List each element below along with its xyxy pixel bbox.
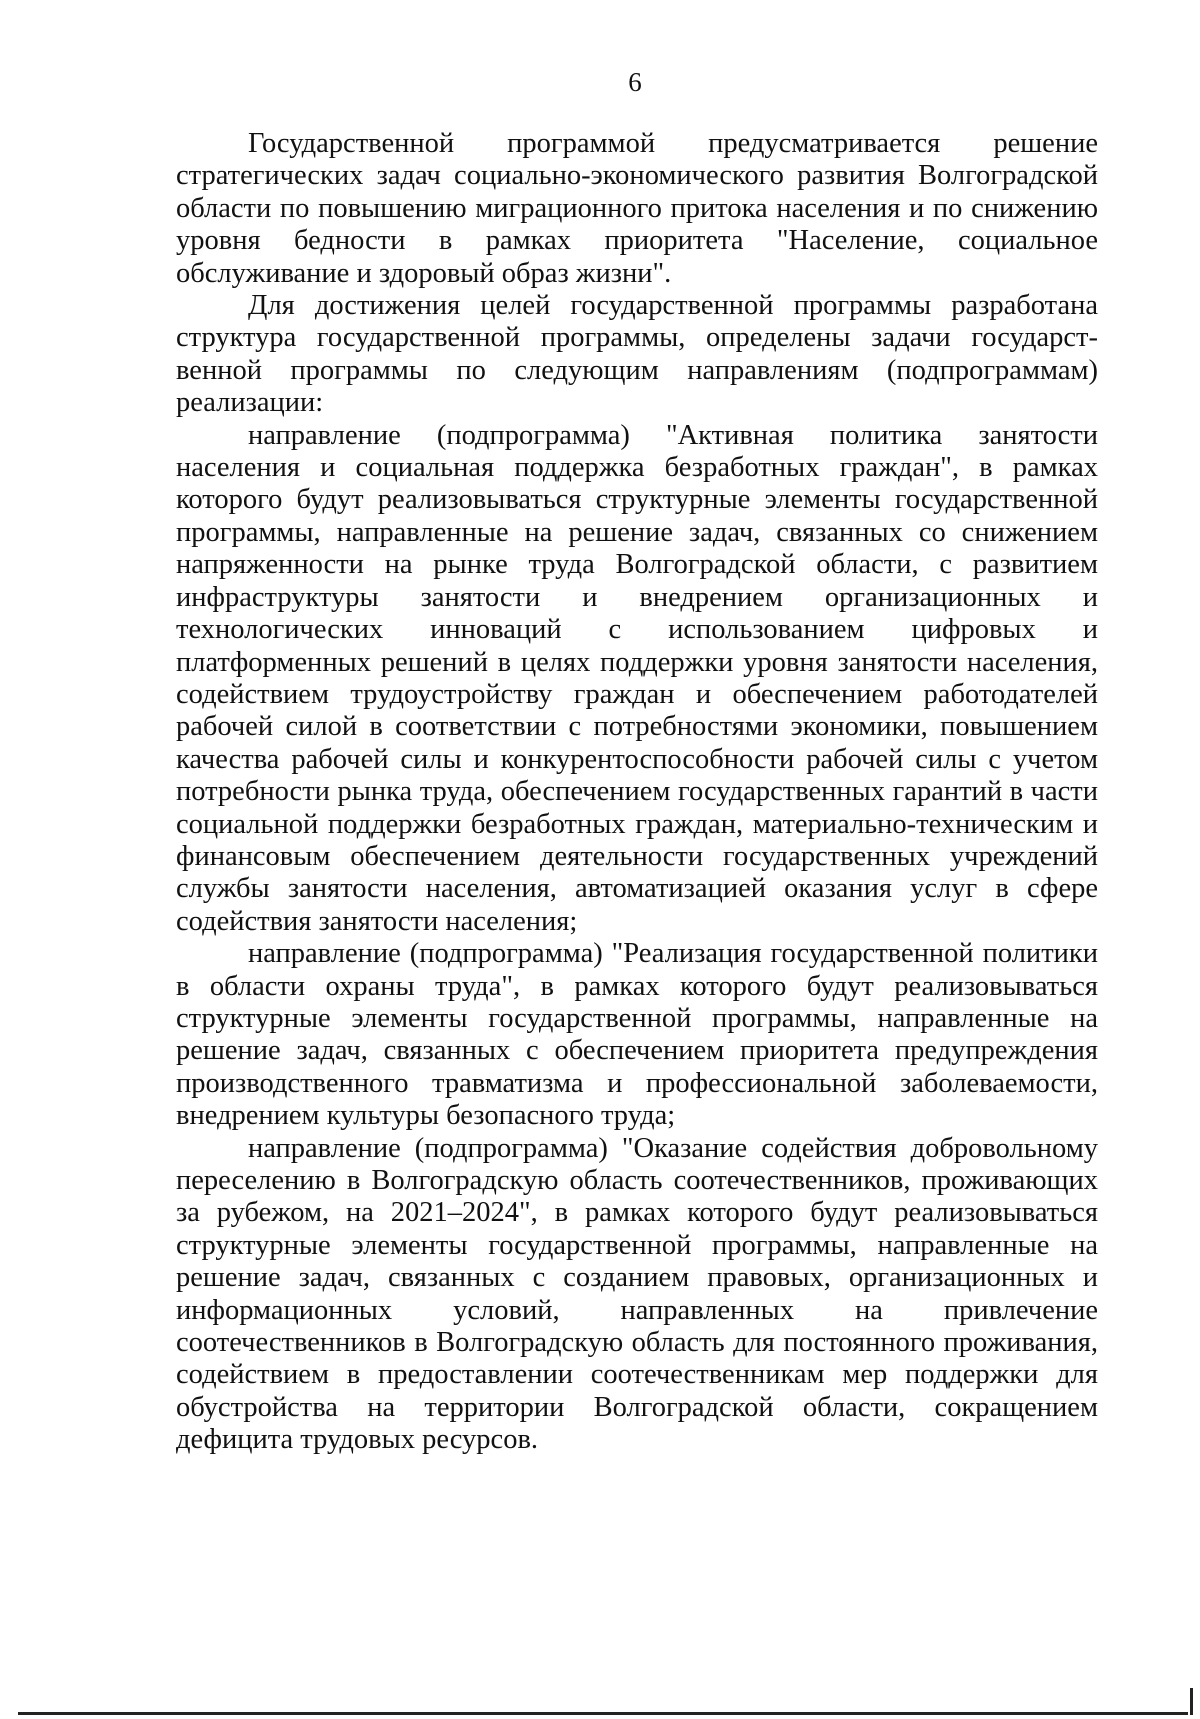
scan-edge-line [18,1712,1188,1715]
page-number: 6 [628,67,642,97]
scan-edge-corner [1190,1688,1193,1715]
paragraph-program-goals: Государственной программой предусматривается решение стратегических задач социально-экономического развития Волгоградской области по повышению миграционного притока населения и по снижению уровня бедности в рамках приоритета "Население, социальное обслуживание и здоровый образ жизни". [176,128,1098,289]
paragraph-employment-subprogram: направление (подпрограмма) "Активная политика занятости населения и социальная поддержка безработных граждан", в рамках которого будут реализовываться структурные элементы государственной программы, направленные на решение задач, связанных со снижением напряженности на рынке труда Волгоградской области, с развитием инфраструктуры занятости и внедрением организационных и технологических инноваций с использованием цифровых и платформенных решений в целях поддержки уровня занятости населения, содействием трудоустройству граждан и обеспечением работодателей рабочей силой в соответствии с потребностями экономики, повышением качества рабочей силы и конкурентоспособности рабочей силы с учетом потребности рынка труда, обеспечением государственных гарантий в части социальной поддержки безработных граждан, материально-техническим и финансовым обеспечением деятельности государственных учреждений службы занятости населения, автоматизацией оказания услуг в сфере содействия занятости населения; [176,419,1098,937]
paragraph-resettlement-subprogram: направление (подпрограмма) "Оказание содействия добровольному переселению в Волгоградскую область соотечественников, проживающих за рубежом, на 2021–2024", в рамках которого будут реализовываться структурные элементы государственной программы, направленные на решение задач, связанных с созданием правовых, организационных и информационных условий, направленных на привлечение соотечественников в Волгоградскую область для постоянного проживания, содействием в предоставлении соотечественникам мер поддержки для обустройства на территории Волгоградской области, сокращением дефицита трудовых ресурсов. [176,1132,1098,1456]
document-body [176,128,1098,1457]
paragraph-labor-safety-subprogram: направление (подпрограмма) "Реализация государственной политики в области охраны труда", в рамках которого будут реализовываться структурные элементы государственной программы, направленные на решение задач, связанных с обеспечением приоритета предупреждения производственного травматизма и профессиональной заболеваемости, внедрением культуры безопасного труда; [176,938,1098,1132]
paragraph-program-structure: Для достижения целей государственной программы разработана структура государственной программы, определены задачи государст-венной программы по следующим направлениям (подпрограммам) реализации: [176,290,1098,419]
